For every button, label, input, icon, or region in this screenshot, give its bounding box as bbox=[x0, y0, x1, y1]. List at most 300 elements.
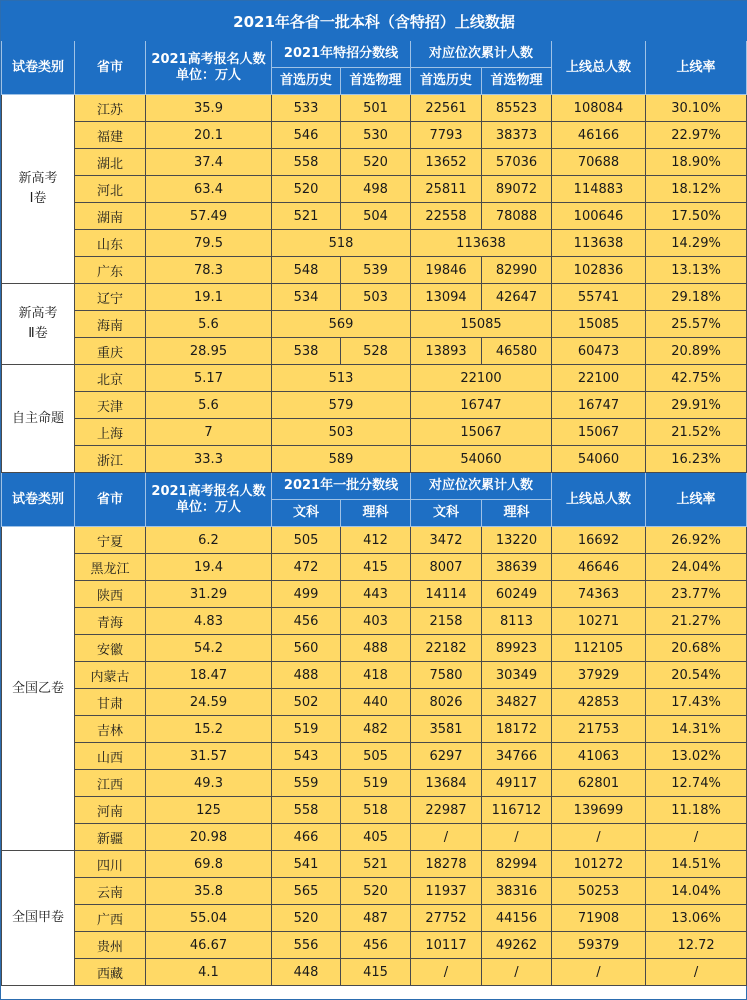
rate-cell: 18.90% bbox=[646, 149, 747, 176]
category-cell: 新高考 Ⅰ卷 bbox=[2, 95, 75, 284]
score-merged-cell: 569 bbox=[272, 311, 411, 338]
province-cell: 安徽 bbox=[75, 635, 146, 662]
header-total: 上线总人数 bbox=[552, 473, 646, 527]
total-cell: 16747 bbox=[552, 392, 646, 419]
header-category: 试卷类别 bbox=[2, 41, 75, 95]
rank-sub1-cell: 3581 bbox=[411, 716, 482, 743]
score-sub2-cell: 415 bbox=[341, 554, 411, 581]
score-sub1-cell: 521 bbox=[272, 203, 341, 230]
rank-sub1-cell: 8007 bbox=[411, 554, 482, 581]
applicants-cell: 19.4 bbox=[146, 554, 272, 581]
total-cell: 46646 bbox=[552, 554, 646, 581]
header-score-sub2: 首选物理 bbox=[341, 68, 411, 95]
score-sub2-cell: 405 bbox=[341, 824, 411, 851]
score-sub2-cell: 539 bbox=[341, 257, 411, 284]
header-applicants bbox=[146, 41, 272, 95]
section-new-gaokao bbox=[2, 41, 747, 473]
header-score-sub1: 文科 bbox=[272, 500, 341, 527]
rate-cell: 14.51% bbox=[646, 851, 747, 878]
applicants-cell: 79.5 bbox=[146, 230, 272, 257]
rate-cell: 21.27% bbox=[646, 608, 747, 635]
rate-cell: 25.57% bbox=[646, 311, 747, 338]
province-cell: 甘肃 bbox=[75, 689, 146, 716]
table-row bbox=[2, 662, 747, 689]
table-row bbox=[2, 338, 747, 365]
header-applicants-label: 2021高考报名人数 bbox=[151, 483, 266, 499]
total-cell: 42853 bbox=[552, 689, 646, 716]
rate-cell: 13.02% bbox=[646, 743, 747, 770]
applicants-cell: 24.59 bbox=[146, 689, 272, 716]
rank-sub2-cell: 38373 bbox=[482, 122, 552, 149]
header-score-sub1: 首选历史 bbox=[272, 68, 341, 95]
score-sub2-cell: 505 bbox=[341, 743, 411, 770]
score-table bbox=[1, 1, 747, 986]
score-sub2-cell: 501 bbox=[341, 95, 411, 122]
rate-cell: 14.31% bbox=[646, 716, 747, 743]
rate-cell: 24.04% bbox=[646, 554, 747, 581]
total-cell: 108084 bbox=[552, 95, 646, 122]
province-cell: 北京 bbox=[75, 365, 146, 392]
score-merged-cell: 513 bbox=[272, 365, 411, 392]
score-sub2-cell: 521 bbox=[341, 851, 411, 878]
province-cell: 上海 bbox=[75, 419, 146, 446]
rank-sub1-cell: 14114 bbox=[411, 581, 482, 608]
rate-cell: 13.13% bbox=[646, 257, 747, 284]
table-row bbox=[2, 959, 747, 986]
score-sub2-cell: 530 bbox=[341, 122, 411, 149]
rank-sub1-cell: 25811 bbox=[411, 176, 482, 203]
table-row bbox=[2, 419, 747, 446]
rank-sub2-cell: 8113 bbox=[482, 608, 552, 635]
score-sub1-cell: 558 bbox=[272, 797, 341, 824]
rate-cell: 29.18% bbox=[646, 284, 747, 311]
rank-sub1-cell: 7793 bbox=[411, 122, 482, 149]
applicants-cell: 31.29 bbox=[146, 581, 272, 608]
rate-cell: 29.91% bbox=[646, 392, 747, 419]
score-sub2-cell: 415 bbox=[341, 959, 411, 986]
province-cell: 陕西 bbox=[75, 581, 146, 608]
applicants-cell: 5.17 bbox=[146, 365, 272, 392]
total-cell: 59379 bbox=[552, 932, 646, 959]
total-cell: 112105 bbox=[552, 635, 646, 662]
header-rank-sub1: 文科 bbox=[411, 500, 482, 527]
total-cell: 21753 bbox=[552, 716, 646, 743]
total-cell: 70688 bbox=[552, 149, 646, 176]
rank-sub1-cell: 7580 bbox=[411, 662, 482, 689]
rank-sub2-cell: 44156 bbox=[482, 905, 552, 932]
header-province: 省市 bbox=[75, 473, 146, 527]
rank-sub1-cell: / bbox=[411, 824, 482, 851]
table-row bbox=[2, 203, 747, 230]
score-sub2-cell: 528 bbox=[341, 338, 411, 365]
applicants-cell: 35.9 bbox=[146, 95, 272, 122]
rank-sub2-cell: 30349 bbox=[482, 662, 552, 689]
rank-sub2-cell: 49117 bbox=[482, 770, 552, 797]
applicants-cell: 125 bbox=[146, 797, 272, 824]
total-cell: 37929 bbox=[552, 662, 646, 689]
score-sub2-cell: 487 bbox=[341, 905, 411, 932]
total-cell: / bbox=[552, 824, 646, 851]
applicants-cell: 55.04 bbox=[146, 905, 272, 932]
rank-merged-cell: 15067 bbox=[411, 419, 552, 446]
rate-cell: 13.06% bbox=[646, 905, 747, 932]
rank-sub2-cell: 89072 bbox=[482, 176, 552, 203]
rank-sub1-cell: 6297 bbox=[411, 743, 482, 770]
section-national bbox=[2, 473, 747, 986]
applicants-cell: 19.1 bbox=[146, 284, 272, 311]
applicants-cell: 69.8 bbox=[146, 851, 272, 878]
score-sub2-cell: 498 bbox=[341, 176, 411, 203]
rank-sub1-cell: 11937 bbox=[411, 878, 482, 905]
table-row bbox=[2, 95, 747, 122]
score-sub1-cell: 565 bbox=[272, 878, 341, 905]
province-cell: 山东 bbox=[75, 230, 146, 257]
rate-cell: 21.52% bbox=[646, 419, 747, 446]
total-cell: 102836 bbox=[552, 257, 646, 284]
applicants-cell: 18.47 bbox=[146, 662, 272, 689]
table-row bbox=[2, 608, 747, 635]
rank-sub2-cell: / bbox=[482, 824, 552, 851]
score-sub1-cell: 466 bbox=[272, 824, 341, 851]
province-cell: 贵州 bbox=[75, 932, 146, 959]
rank-sub1-cell: 27752 bbox=[411, 905, 482, 932]
table-row bbox=[2, 824, 747, 851]
score-merged-cell: 589 bbox=[272, 446, 411, 473]
applicants-cell: 35.8 bbox=[146, 878, 272, 905]
rate-cell: 14.04% bbox=[646, 878, 747, 905]
table-row bbox=[2, 797, 747, 824]
rank-sub2-cell: 89923 bbox=[482, 635, 552, 662]
table-row bbox=[2, 689, 747, 716]
table-row bbox=[2, 743, 747, 770]
rank-sub1-cell: 22558 bbox=[411, 203, 482, 230]
score-sub1-cell: 472 bbox=[272, 554, 341, 581]
total-cell: 15085 bbox=[552, 311, 646, 338]
score-sub1-cell: 499 bbox=[272, 581, 341, 608]
rate-cell: 12.74% bbox=[646, 770, 747, 797]
table-row bbox=[2, 122, 747, 149]
total-cell: 15067 bbox=[552, 419, 646, 446]
rank-sub2-cell: 13220 bbox=[482, 527, 552, 554]
header-rank-sub2: 理科 bbox=[482, 500, 552, 527]
table-row bbox=[2, 635, 747, 662]
table-row bbox=[2, 905, 747, 932]
rank-sub2-cell: 49262 bbox=[482, 932, 552, 959]
score-sub2-cell: 456 bbox=[341, 932, 411, 959]
rank-sub2-cell: 38639 bbox=[482, 554, 552, 581]
rank-sub2-cell: 78088 bbox=[482, 203, 552, 230]
table-row bbox=[2, 392, 747, 419]
score-sub1-cell: 520 bbox=[272, 176, 341, 203]
rank-sub2-cell: 46580 bbox=[482, 338, 552, 365]
score-sub2-cell: 518 bbox=[341, 797, 411, 824]
total-cell: 46166 bbox=[552, 122, 646, 149]
province-cell: 河北 bbox=[75, 176, 146, 203]
province-cell: 新疆 bbox=[75, 824, 146, 851]
table-row bbox=[2, 554, 747, 581]
rank-sub2-cell: / bbox=[482, 959, 552, 986]
rank-sub1-cell: 8026 bbox=[411, 689, 482, 716]
rate-cell: / bbox=[646, 959, 747, 986]
applicants-cell: 63.4 bbox=[146, 176, 272, 203]
total-cell: 113638 bbox=[552, 230, 646, 257]
rank-sub1-cell: 13652 bbox=[411, 149, 482, 176]
header-rate: 上线率 bbox=[646, 473, 747, 527]
header-score-sub2: 理科 bbox=[341, 500, 411, 527]
applicants-cell: 4.83 bbox=[146, 608, 272, 635]
category-cell: 自主命题 bbox=[2, 365, 75, 473]
table-row bbox=[2, 176, 747, 203]
province-cell: 黑龙江 bbox=[75, 554, 146, 581]
rate-cell: 22.97% bbox=[646, 122, 747, 149]
applicants-cell: 4.1 bbox=[146, 959, 272, 986]
header-rank-sub1: 首选历史 bbox=[411, 68, 482, 95]
total-cell: 62801 bbox=[552, 770, 646, 797]
score-sub2-cell: 403 bbox=[341, 608, 411, 635]
total-cell: 41063 bbox=[552, 743, 646, 770]
table-title: 2021年各省一批本科（含特招）上线数据 bbox=[2, 2, 747, 41]
rate-cell: 12.72 bbox=[646, 932, 747, 959]
table-row bbox=[2, 311, 747, 338]
total-cell: 16692 bbox=[552, 527, 646, 554]
rank-sub1-cell: 10117 bbox=[411, 932, 482, 959]
rank-sub2-cell: 18172 bbox=[482, 716, 552, 743]
rank-sub1-cell: / bbox=[411, 959, 482, 986]
category-cell: 全国乙卷 bbox=[2, 527, 75, 851]
rank-merged-cell: 54060 bbox=[411, 446, 552, 473]
total-cell: 60473 bbox=[552, 338, 646, 365]
table-row bbox=[2, 230, 747, 257]
applicants-cell: 20.98 bbox=[146, 824, 272, 851]
total-cell: 50253 bbox=[552, 878, 646, 905]
table-row bbox=[2, 284, 747, 311]
score-sub2-cell: 520 bbox=[341, 878, 411, 905]
province-cell: 海南 bbox=[75, 311, 146, 338]
score-sub1-cell: 519 bbox=[272, 716, 341, 743]
province-cell: 广西 bbox=[75, 905, 146, 932]
rate-cell: 20.68% bbox=[646, 635, 747, 662]
score-sub2-cell: 482 bbox=[341, 716, 411, 743]
applicants-cell: 15.2 bbox=[146, 716, 272, 743]
table-row bbox=[2, 149, 747, 176]
province-cell: 青海 bbox=[75, 608, 146, 635]
applicants-cell: 37.4 bbox=[146, 149, 272, 176]
province-cell: 河南 bbox=[75, 797, 146, 824]
score-sub2-cell: 443 bbox=[341, 581, 411, 608]
rank-sub1-cell: 22182 bbox=[411, 635, 482, 662]
province-cell: 内蒙古 bbox=[75, 662, 146, 689]
rate-cell: 11.18% bbox=[646, 797, 747, 824]
header-rank-group: 对应位次累计人数 bbox=[411, 473, 552, 500]
score-sub2-cell: 418 bbox=[341, 662, 411, 689]
header-rank-group: 对应位次累计人数 bbox=[411, 41, 552, 68]
total-cell: 101272 bbox=[552, 851, 646, 878]
rate-cell: 42.75% bbox=[646, 365, 747, 392]
applicants-cell: 28.95 bbox=[146, 338, 272, 365]
rate-cell: 17.50% bbox=[646, 203, 747, 230]
table-row bbox=[2, 365, 747, 392]
category-cell: 全国甲卷 bbox=[2, 851, 75, 986]
header-score-group: 2021年一批分数线 bbox=[272, 473, 411, 500]
score-merged-cell: 518 bbox=[272, 230, 411, 257]
table-row bbox=[2, 716, 747, 743]
table-row bbox=[2, 257, 747, 284]
province-cell: 山西 bbox=[75, 743, 146, 770]
province-cell: 吉林 bbox=[75, 716, 146, 743]
score-sub1-cell: 488 bbox=[272, 662, 341, 689]
province-cell: 四川 bbox=[75, 851, 146, 878]
rate-cell: / bbox=[646, 824, 747, 851]
rank-sub1-cell: 3472 bbox=[411, 527, 482, 554]
header-applicants bbox=[146, 473, 272, 527]
province-cell: 辽宁 bbox=[75, 284, 146, 311]
applicants-cell: 6.2 bbox=[146, 527, 272, 554]
rate-cell: 20.89% bbox=[646, 338, 747, 365]
table-row bbox=[2, 770, 747, 797]
score-sub2-cell: 412 bbox=[341, 527, 411, 554]
rank-sub1-cell: 19846 bbox=[411, 257, 482, 284]
rank-sub1-cell: 18278 bbox=[411, 851, 482, 878]
province-cell: 江苏 bbox=[75, 95, 146, 122]
rate-cell: 26.92% bbox=[646, 527, 747, 554]
applicants-cell: 49.3 bbox=[146, 770, 272, 797]
score-sub1-cell: 505 bbox=[272, 527, 341, 554]
rank-sub2-cell: 34827 bbox=[482, 689, 552, 716]
score-sub1-cell: 538 bbox=[272, 338, 341, 365]
rate-cell: 17.43% bbox=[646, 689, 747, 716]
province-cell: 福建 bbox=[75, 122, 146, 149]
rank-sub1-cell: 22561 bbox=[411, 95, 482, 122]
province-cell: 重庆 bbox=[75, 338, 146, 365]
rank-sub2-cell: 57036 bbox=[482, 149, 552, 176]
score-sub1-cell: 534 bbox=[272, 284, 341, 311]
province-cell: 西藏 bbox=[75, 959, 146, 986]
score-sub1-cell: 448 bbox=[272, 959, 341, 986]
applicants-cell: 46.67 bbox=[146, 932, 272, 959]
applicants-cell: 5.6 bbox=[146, 392, 272, 419]
score-sub1-cell: 502 bbox=[272, 689, 341, 716]
score-sub1-cell: 548 bbox=[272, 257, 341, 284]
applicants-cell: 54.2 bbox=[146, 635, 272, 662]
rate-cell: 30.10% bbox=[646, 95, 747, 122]
score-sub1-cell: 541 bbox=[272, 851, 341, 878]
score-sub1-cell: 543 bbox=[272, 743, 341, 770]
applicants-cell: 5.6 bbox=[146, 311, 272, 338]
score-sub2-cell: 520 bbox=[341, 149, 411, 176]
rank-merged-cell: 113638 bbox=[411, 230, 552, 257]
table-row bbox=[2, 851, 747, 878]
applicants-cell: 33.3 bbox=[146, 446, 272, 473]
header-applicants-label: 2021高考报名人数 bbox=[151, 51, 266, 67]
total-cell: 100646 bbox=[552, 203, 646, 230]
total-cell: 54060 bbox=[552, 446, 646, 473]
rate-cell: 20.54% bbox=[646, 662, 747, 689]
rank-sub1-cell: 13684 bbox=[411, 770, 482, 797]
rank-sub2-cell: 82990 bbox=[482, 257, 552, 284]
score-sub1-cell: 533 bbox=[272, 95, 341, 122]
applicants-cell: 31.57 bbox=[146, 743, 272, 770]
header-total: 上线总人数 bbox=[552, 41, 646, 95]
rank-sub1-cell: 13893 bbox=[411, 338, 482, 365]
province-cell: 广东 bbox=[75, 257, 146, 284]
score-sub1-cell: 546 bbox=[272, 122, 341, 149]
province-cell: 湖北 bbox=[75, 149, 146, 176]
score-sub1-cell: 560 bbox=[272, 635, 341, 662]
province-cell: 湖南 bbox=[75, 203, 146, 230]
applicants-cell: 7 bbox=[146, 419, 272, 446]
score-merged-cell: 503 bbox=[272, 419, 411, 446]
total-cell: 139699 bbox=[552, 797, 646, 824]
total-cell: 71908 bbox=[552, 905, 646, 932]
rank-sub1-cell: 2158 bbox=[411, 608, 482, 635]
score-sub1-cell: 558 bbox=[272, 149, 341, 176]
rank-sub2-cell: 82994 bbox=[482, 851, 552, 878]
total-cell: 74363 bbox=[552, 581, 646, 608]
table-row bbox=[2, 932, 747, 959]
rank-merged-cell: 16747 bbox=[411, 392, 552, 419]
total-cell: 55741 bbox=[552, 284, 646, 311]
score-sub1-cell: 456 bbox=[272, 608, 341, 635]
score-sub1-cell: 520 bbox=[272, 905, 341, 932]
province-cell: 宁夏 bbox=[75, 527, 146, 554]
rate-cell: 18.12% bbox=[646, 176, 747, 203]
rank-sub1-cell: 13094 bbox=[411, 284, 482, 311]
score-sub2-cell: 440 bbox=[341, 689, 411, 716]
score-sub2-cell: 504 bbox=[341, 203, 411, 230]
province-cell: 天津 bbox=[75, 392, 146, 419]
rank-merged-cell: 22100 bbox=[411, 365, 552, 392]
header-province: 省市 bbox=[75, 41, 146, 95]
rate-cell: 16.23% bbox=[646, 446, 747, 473]
header-rate: 上线率 bbox=[646, 41, 747, 95]
header-applicants-unit: 单位：万人 bbox=[175, 67, 241, 83]
province-cell: 江西 bbox=[75, 770, 146, 797]
category-cell: 新高考 Ⅱ卷 bbox=[2, 284, 75, 365]
score-sub2-cell: 503 bbox=[341, 284, 411, 311]
score-sub2-cell: 488 bbox=[341, 635, 411, 662]
score-sub1-cell: 556 bbox=[272, 932, 341, 959]
total-cell: 114883 bbox=[552, 176, 646, 203]
score-sub2-cell: 519 bbox=[341, 770, 411, 797]
applicants-cell: 57.49 bbox=[146, 203, 272, 230]
table-row bbox=[2, 446, 747, 473]
total-cell: 22100 bbox=[552, 365, 646, 392]
header-rank-sub2: 首选物理 bbox=[482, 68, 552, 95]
province-cell: 浙江 bbox=[75, 446, 146, 473]
rank-merged-cell: 15085 bbox=[411, 311, 552, 338]
applicants-cell: 78.3 bbox=[146, 257, 272, 284]
total-cell: / bbox=[552, 959, 646, 986]
rank-sub2-cell: 85523 bbox=[482, 95, 552, 122]
rank-sub2-cell: 116712 bbox=[482, 797, 552, 824]
header-category: 试卷类别 bbox=[2, 473, 75, 527]
rate-cell: 23.77% bbox=[646, 581, 747, 608]
score-merged-cell: 579 bbox=[272, 392, 411, 419]
table-row bbox=[2, 527, 747, 554]
province-cell: 云南 bbox=[75, 878, 146, 905]
score-sub1-cell: 559 bbox=[272, 770, 341, 797]
table-row bbox=[2, 878, 747, 905]
header-applicants-unit: 单位：万人 bbox=[175, 499, 241, 515]
rank-sub1-cell: 22987 bbox=[411, 797, 482, 824]
rank-sub2-cell: 42647 bbox=[482, 284, 552, 311]
rate-cell: 14.29% bbox=[646, 230, 747, 257]
rank-sub2-cell: 34766 bbox=[482, 743, 552, 770]
total-cell: 10271 bbox=[552, 608, 646, 635]
rank-sub2-cell: 38316 bbox=[482, 878, 552, 905]
table-row bbox=[2, 581, 747, 608]
header-score-group: 2021年特招分数线 bbox=[272, 41, 411, 68]
